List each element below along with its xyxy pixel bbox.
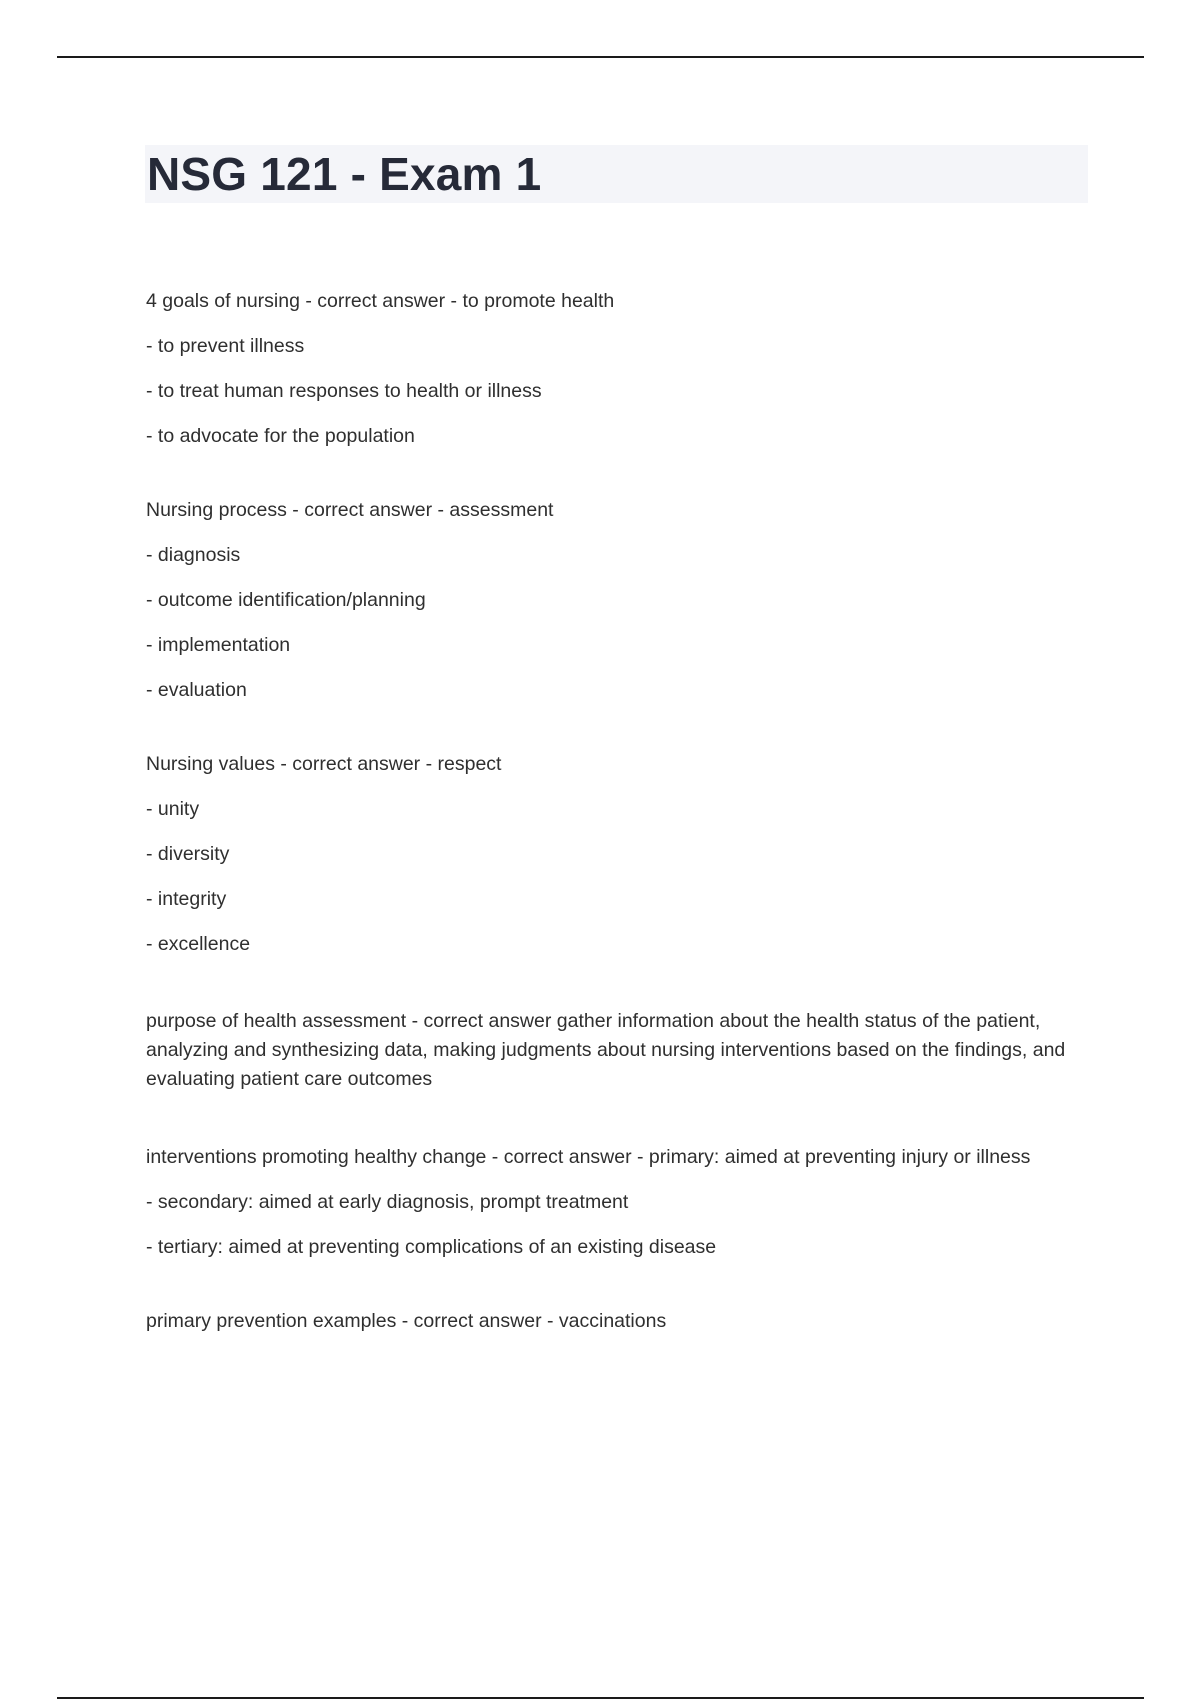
question-paragraph: purpose of health assessment - correct answer gather information about the health status of the patient, analyzing and synthesizing data, making judgments about nursing interventions based on the findings, and evaluating patient care outcomes bbox=[146, 1010, 1066, 1090]
answer-line: - to prevent illness bbox=[146, 335, 305, 357]
answer-line: - unity bbox=[146, 798, 200, 820]
document-body bbox=[146, 290, 1091, 1384]
qa-item-healthy-change bbox=[146, 1146, 1091, 1258]
answer-line: - tertiary: aimed at preventing complications of an existing disease bbox=[146, 1236, 717, 1258]
answer-line: - implementation bbox=[146, 634, 291, 656]
question-line: interventions promoting healthy change - correct answer - primary: aimed at preventing injury or illness bbox=[146, 1146, 1031, 1168]
question-line: primary prevention examples - correct answer - vaccinations bbox=[146, 1310, 667, 1332]
answer-line: - to advocate for the population bbox=[146, 425, 415, 447]
answer-line: - to treat human responses to health or illness bbox=[146, 380, 542, 402]
answer-line: - outcome identification/planning bbox=[146, 589, 426, 611]
qa-item-primary-prevention bbox=[146, 1310, 1091, 1332]
question-line: 4 goals of nursing - correct answer - to promote health bbox=[146, 290, 615, 312]
qa-item-goals-of-nursing bbox=[146, 290, 1091, 447]
qa-item-nursing-values bbox=[146, 753, 1091, 955]
answer-line: - secondary: aimed at early diagnosis, prompt treatment bbox=[146, 1191, 629, 1213]
footer-rule bbox=[57, 1697, 1144, 1699]
qa-item-nursing-process bbox=[146, 499, 1091, 701]
page-title: NSG 121 - Exam 1 bbox=[147, 148, 542, 200]
question-line: Nursing process - correct answer - assessment bbox=[146, 499, 554, 521]
qa-item-health-assessment bbox=[146, 1007, 1091, 1094]
answer-line: - diversity bbox=[146, 843, 230, 865]
header-rule bbox=[57, 56, 1144, 58]
answer-line: - diagnosis bbox=[146, 544, 241, 566]
answer-line: - integrity bbox=[146, 888, 227, 910]
answer-line: - evaluation bbox=[146, 679, 247, 701]
answer-line: - excellence bbox=[146, 933, 251, 955]
question-line: Nursing values - correct answer - respect bbox=[146, 753, 502, 775]
